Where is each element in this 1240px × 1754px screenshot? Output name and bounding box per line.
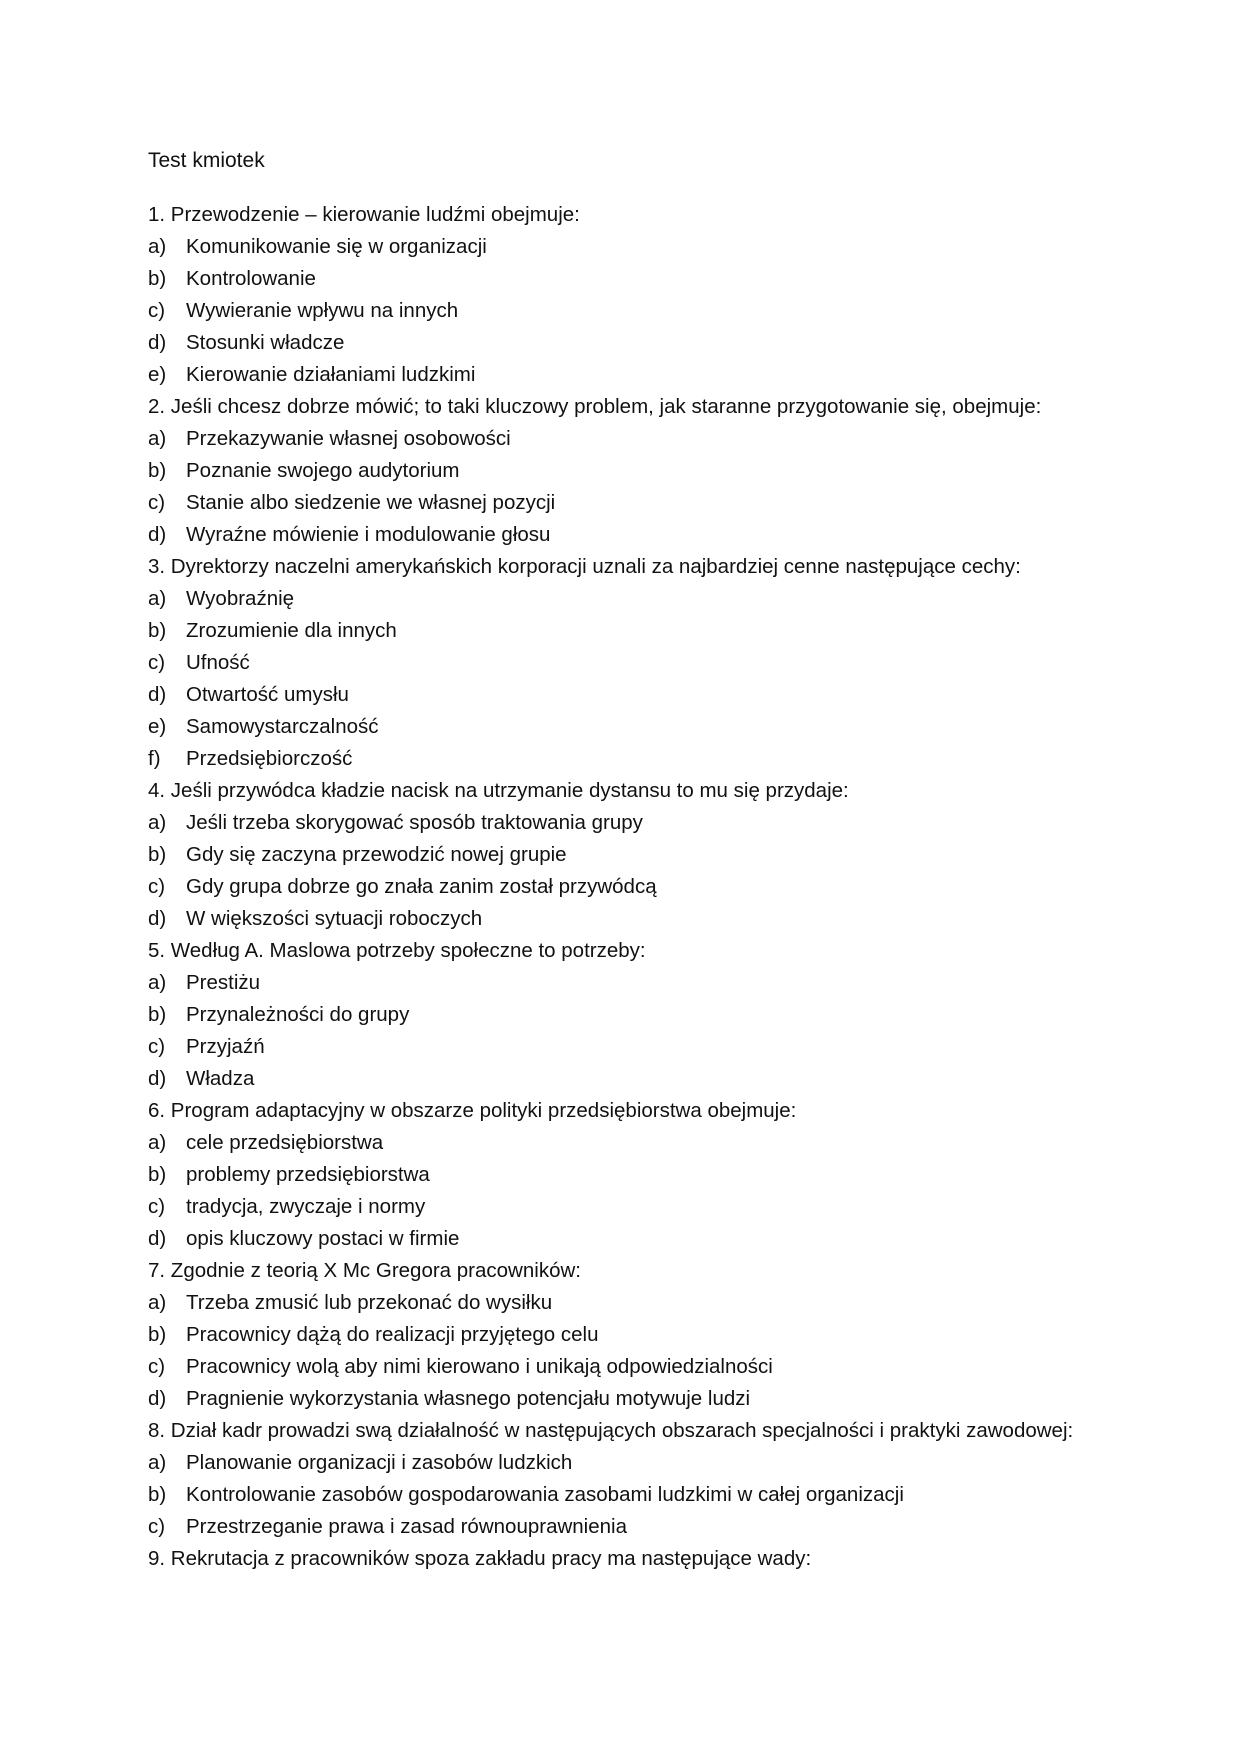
answer-option [148, 295, 1198, 327]
option-text: Pracownicy wolą aby nimi kierowano i unikają odpowiedzialności [186, 1355, 773, 1378]
option-text: Jeśli trzeba skorygować sposób traktowania grupy [186, 811, 643, 834]
option-letter: b) [148, 1003, 167, 1026]
question-list [148, 199, 1198, 1575]
question-text: 3. Dyrektorzy naczelni amerykańskich korporacji uznali za najbardziej cenne następujące cechy: [148, 555, 1021, 578]
option-letter: c) [148, 651, 166, 674]
option-letter: d) [148, 1067, 167, 1090]
answer-option [148, 839, 1198, 871]
answer-option [148, 1319, 1198, 1351]
option-text: Zrozumienie dla innych [186, 619, 397, 642]
option-text: Wywieranie wpływu na innych [186, 299, 459, 322]
option-letter: a) [148, 587, 167, 610]
option-letter: d) [148, 1227, 167, 1250]
option-text: Gdy się zaczyna przewodzić nowej grupie [186, 843, 567, 866]
question-text: 8. Dział kadr prowadzi swą działalność w następujących obszarach specjalności i praktyki zawodowej: [148, 1419, 1074, 1442]
option-text: Przynależności do grupy [186, 1003, 410, 1026]
option-letter: e) [148, 715, 167, 738]
answer-option [148, 615, 1198, 647]
option-text: Pragnienie wykorzystania własnego potencjału motywuje ludzi [186, 1387, 751, 1410]
answer-option [148, 1191, 1198, 1223]
option-text: Przedsiębiorczość [186, 747, 353, 770]
option-text: tradycja, zwyczaje i normy [186, 1195, 426, 1218]
option-text: Stosunki władcze [186, 331, 345, 354]
option-letter: b) [148, 1323, 167, 1346]
option-letter: a) [148, 811, 167, 834]
answer-option [148, 1511, 1198, 1543]
option-text: Poznanie swojego audytorium [186, 459, 460, 482]
question-text: 4. Jeśli przywódca kładzie nacisk na utrzymanie dystansu to mu się przydaje: [148, 779, 849, 802]
option-text: Trzeba zmusić lub przekonać do wysiłku [186, 1291, 553, 1314]
answer-option [148, 455, 1198, 487]
option-text: opis kluczowy postaci w firmie [186, 1227, 460, 1250]
option-text: Samowystarczalność [186, 715, 379, 738]
option-letter: c) [148, 875, 166, 898]
answer-option [148, 807, 1198, 839]
question-text: 5. Według A. Maslowa potrzeby społeczne to potrzeby: [148, 939, 646, 962]
option-letter: c) [148, 1515, 166, 1538]
answer-option [148, 1351, 1198, 1383]
option-text: Kontrolowanie [186, 267, 316, 290]
option-letter: d) [148, 1387, 167, 1410]
question-text: 7. Zgodnie z teorią X Mc Gregora pracowników: [148, 1259, 581, 1282]
option-letter: d) [148, 907, 167, 930]
option-text: Przyjaźń [186, 1035, 265, 1058]
option-letter: b) [148, 1483, 167, 1506]
answer-option [148, 1159, 1198, 1191]
option-text: Planowanie organizacji i zasobów ludzkich [186, 1451, 573, 1474]
option-letter: d) [148, 331, 167, 354]
option-text: Otwartość umysłu [186, 683, 349, 706]
option-letter: e) [148, 363, 167, 386]
answer-option [148, 679, 1198, 711]
option-letter: a) [148, 1291, 167, 1314]
answer-option [148, 647, 1198, 679]
answer-option [148, 423, 1198, 455]
answer-option [148, 1223, 1198, 1255]
answer-option [148, 1127, 1198, 1159]
answer-option [148, 1287, 1198, 1319]
answer-option [148, 1479, 1198, 1511]
option-text: Kierowanie działaniami ludzkimi [186, 363, 476, 386]
option-text: Wyobraźnię [186, 587, 295, 610]
option-text: Wyraźne mówienie i modulowanie głosu [186, 523, 551, 546]
answer-option [148, 359, 1198, 391]
option-text: Prestiżu [186, 971, 261, 994]
answer-option [148, 487, 1198, 519]
option-letter: c) [148, 1035, 166, 1058]
option-text: Komunikowanie się w organizacji [186, 235, 487, 258]
option-text: Stanie albo siedzenie we własnej pozycji [186, 491, 556, 514]
question-text: 2. Jeśli chcesz dobrze mówić; to taki kluczowy problem, jak staranne przygotowanie się, obejmuje: [148, 395, 1042, 418]
answer-option [148, 1447, 1198, 1479]
option-text: Przekazywanie własnej osobowości [186, 427, 511, 450]
option-letter: c) [148, 491, 166, 514]
option-letter: a) [148, 971, 167, 994]
document-title: Test kmiotek [148, 149, 265, 172]
option-letter: c) [148, 299, 166, 322]
question-text: 6. Program adaptacyjny w obszarze polityki przedsiębiorstwa obejmuje: [148, 1099, 797, 1122]
option-text: Gdy grupa dobrze go znała zanim został przywódcą [186, 875, 657, 898]
option-text: Kontrolowanie zasobów gospodarowania zasobami ludzkimi w całej organizacji [186, 1483, 904, 1506]
option-letter: b) [148, 843, 167, 866]
answer-option [148, 231, 1198, 263]
option-text: Władza [186, 1067, 255, 1090]
answer-option [148, 967, 1198, 999]
answer-option [148, 1063, 1198, 1095]
option-text: cele przedsiębiorstwa [186, 1131, 384, 1154]
option-letter: b) [148, 459, 167, 482]
option-letter: c) [148, 1355, 166, 1378]
option-letter: a) [148, 427, 167, 450]
option-letter: d) [148, 683, 167, 706]
question-text: 1. Przewodzenie – kierowanie ludźmi obejmuje: [148, 203, 580, 226]
answer-option [148, 871, 1198, 903]
option-text: Ufność [186, 651, 250, 674]
option-letter: c) [148, 1195, 166, 1218]
option-text: W większości sytuacji roboczych [186, 907, 483, 930]
option-letter: a) [148, 235, 167, 258]
option-text: problemy przedsiębiorstwa [186, 1163, 430, 1186]
answer-option [148, 999, 1198, 1031]
option-letter: a) [148, 1131, 167, 1154]
answer-option [148, 263, 1198, 295]
option-text: Przestrzeganie prawa i zasad równouprawnienia [186, 1515, 627, 1538]
question-text: 9. Rekrutacja z pracowników spoza zakładu pracy ma następujące wady: [148, 1547, 812, 1570]
answer-option [148, 519, 1198, 551]
option-letter: b) [148, 1163, 167, 1186]
option-text: Pracownicy dążą do realizacji przyjętego celu [186, 1323, 599, 1346]
option-letter: b) [148, 619, 167, 642]
option-letter: d) [148, 523, 167, 546]
answer-option [148, 327, 1198, 359]
answer-option [148, 1031, 1198, 1063]
answer-option [148, 583, 1198, 615]
answer-option [148, 903, 1198, 935]
answer-option [148, 711, 1198, 743]
option-letter: f) [148, 747, 161, 770]
option-letter: a) [148, 1451, 167, 1474]
answer-option [148, 1383, 1198, 1415]
answer-option [148, 743, 1198, 775]
option-letter: b) [148, 267, 167, 290]
